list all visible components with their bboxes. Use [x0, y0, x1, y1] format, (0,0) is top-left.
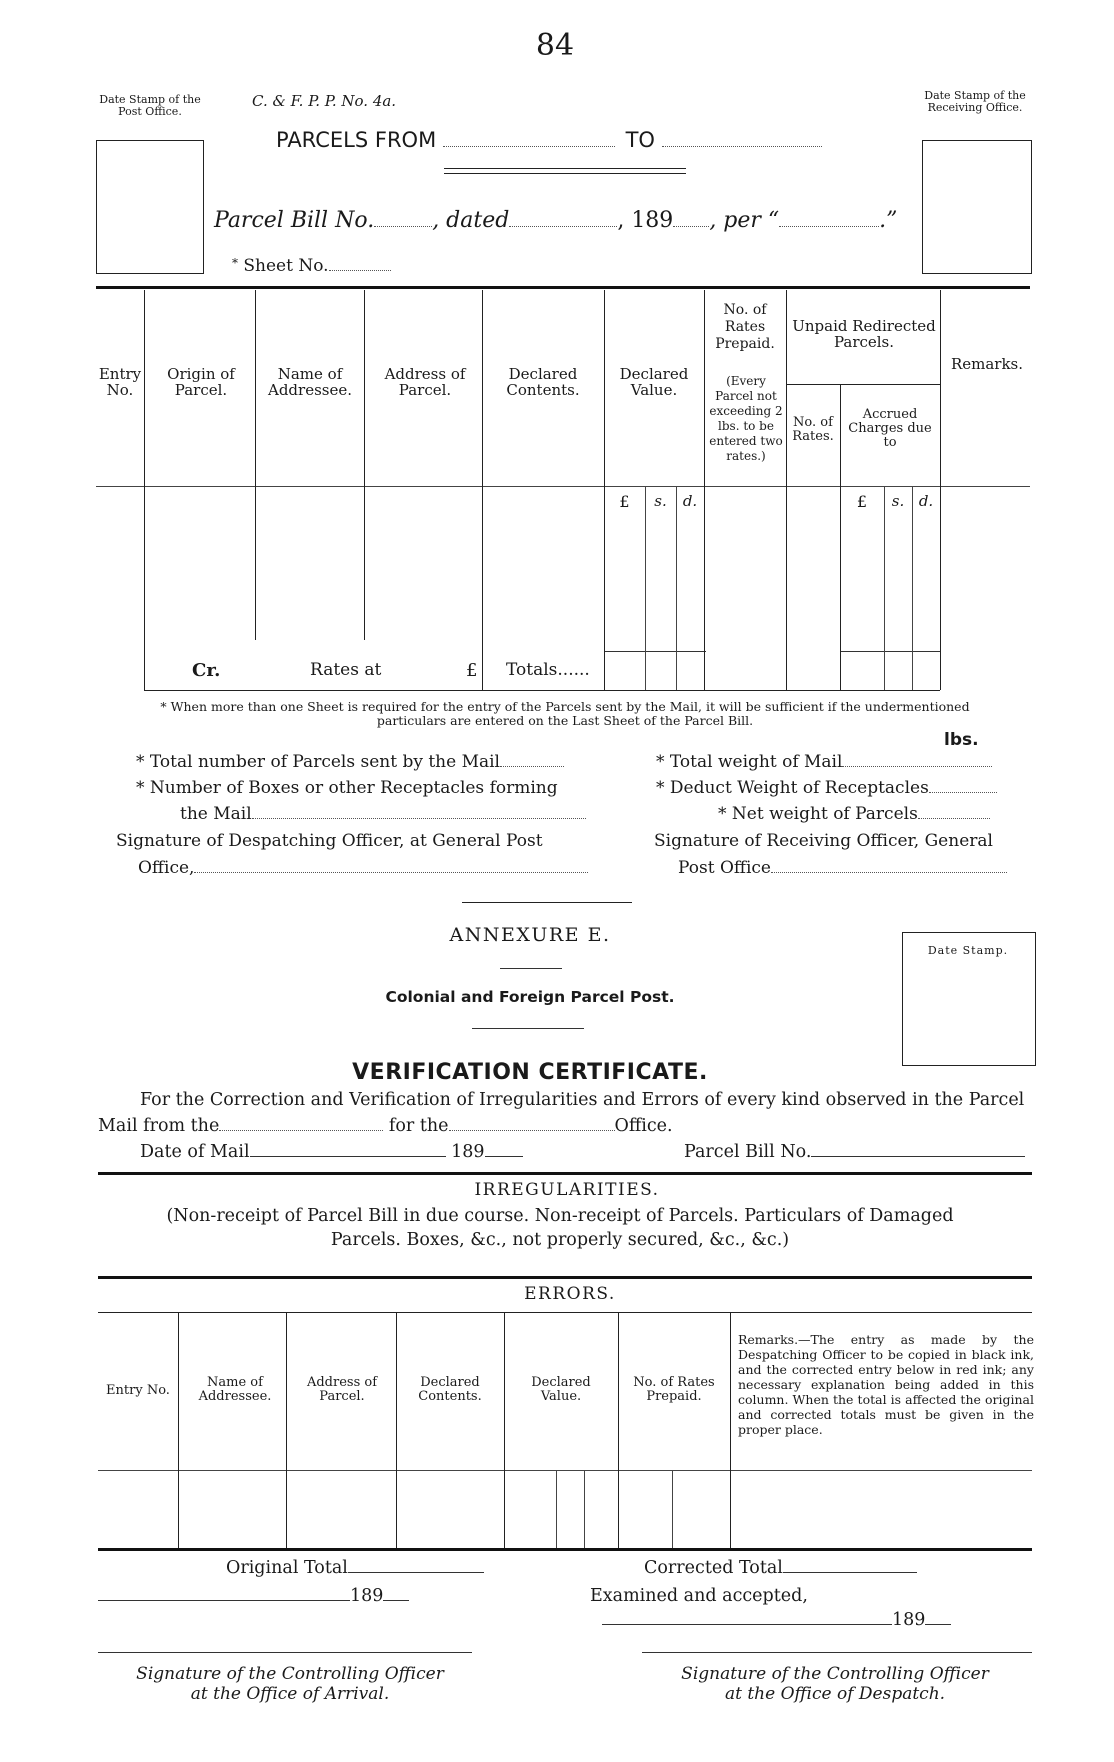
err-col-5	[618, 1312, 619, 1548]
th-rates-prepaid: No. of Rates Prepaid.	[715, 302, 775, 352]
dated-field[interactable]	[509, 226, 617, 227]
despatch-office-label: Office,	[138, 858, 195, 878]
parcels-from-field[interactable]	[443, 146, 615, 147]
unpaid-subdivider	[786, 384, 940, 385]
mail-from-field[interactable]	[219, 1130, 383, 1131]
col-line-2	[255, 290, 256, 640]
col-line-5a	[645, 486, 646, 690]
annexure-rule	[500, 968, 562, 969]
rates-at-label: Rates at	[310, 660, 382, 680]
currency-pence-2: d.	[918, 492, 934, 510]
table1-bottom	[144, 690, 940, 691]
table1-currency2-bottom	[840, 651, 940, 652]
col-line-8	[840, 384, 841, 690]
verification-line1: For the Correction and Verification of Irregularities and Errors of every kind observed in the Parcel	[140, 1090, 1025, 1110]
table1-top-border	[96, 286, 1030, 289]
total-parcels-label: * Total number of Parcels sent by the Mail	[136, 752, 500, 772]
col-line-5b	[676, 486, 677, 690]
date-year-field[interactable]	[485, 1156, 523, 1157]
err-col-3	[396, 1312, 397, 1548]
table1-header-bottom	[96, 486, 1030, 487]
despatch-signature-line	[642, 1652, 1032, 1653]
total-weight-row	[656, 750, 992, 774]
form-number: C. & F. P. P. No. 4a.	[252, 92, 397, 110]
office-label: Office.	[614, 1116, 673, 1136]
eth-remarks: Remarks.—The entry as made by the Despatching Officer to be copied in black ink, and the corrected entry below in red ink; any necessary explanation being added in this column. When the total is affected the original and corrected totals must be given in the proper place.	[738, 1332, 1034, 1437]
col-line-1	[144, 290, 145, 690]
verification-title: VERIFICATION CERTIFICATE.	[352, 1060, 708, 1085]
parcel-bill-no-label: Parcel Bill No.	[684, 1142, 812, 1162]
errors-bottom-rule	[98, 1548, 1032, 1551]
th-no-rates: No. of Rates.	[792, 415, 834, 444]
parcels-to-field[interactable]	[662, 146, 822, 147]
col-line-8b	[912, 486, 913, 690]
col-line-6	[704, 290, 705, 690]
col-line-7	[786, 290, 787, 690]
deduct-label: * Deduct Weight of Receptacles	[656, 778, 929, 798]
annexure-stamp-label: Date Stamp.	[927, 944, 1009, 957]
arrival-signature-line	[98, 1652, 472, 1653]
date-of-mail-field[interactable]	[250, 1156, 446, 1157]
th-value: Declared Value.	[619, 365, 689, 399]
th-entry-no: Entry No.	[98, 365, 142, 399]
table1-currency-bottom	[604, 651, 706, 652]
parcel-bill-number-field[interactable]	[374, 226, 432, 227]
sheet-number-field[interactable]	[329, 270, 391, 271]
receiving-signature-label: Signature of Receiving Officer, General	[654, 831, 993, 851]
title-double-rule	[444, 168, 686, 174]
eth-value: Declared Value.	[531, 1375, 591, 1404]
err-col-6	[730, 1312, 731, 1548]
boxes-label: * Number of Boxes or other Receptacles forming	[136, 778, 558, 798]
receiving-stamp-box	[922, 140, 1032, 274]
examined-label: Examined and accepted,	[590, 1586, 808, 1606]
receiving-office-row	[678, 856, 1007, 880]
despatch-signature-label: Signature of Despatching Officer, at General Post	[116, 831, 543, 851]
corrected-total-field[interactable]	[783, 1572, 917, 1573]
col-line-4	[482, 290, 483, 690]
examined-row	[590, 1584, 808, 1608]
per-field[interactable]	[779, 226, 879, 227]
year-field[interactable]	[673, 226, 709, 227]
receiving-signature-row	[654, 829, 993, 853]
err-col-4b	[584, 1470, 585, 1548]
boxes-row	[136, 776, 558, 800]
parcel-bill-label: Parcel Bill No.	[214, 208, 375, 233]
corrected-total-label: Corrected Total	[644, 1558, 783, 1578]
err-col-4	[504, 1312, 505, 1548]
th-rates-note: (Every Parcel not exceeding 2 lbs. to be entered two rates.)	[709, 374, 783, 463]
for-the-field[interactable]	[449, 1130, 615, 1131]
dated-label: , dated	[432, 208, 510, 233]
despatch-signature-row	[116, 829, 543, 853]
original-total-field[interactable]	[348, 1572, 484, 1573]
year-right-field[interactable]	[602, 1624, 892, 1625]
cr-label: Cr.	[192, 660, 221, 681]
year-right-row	[602, 1608, 951, 1632]
eth-entry-no: Entry No.	[106, 1383, 170, 1398]
th-origin: Origin of Parcel.	[167, 365, 235, 399]
year-left-field[interactable]	[98, 1600, 350, 1601]
close-quote: .”	[879, 208, 898, 233]
col-line-5	[604, 290, 605, 690]
irregularities-line2: Parcels. Boxes, &c., not properly secured, &c., &c.)	[330, 1230, 790, 1250]
year-left-label: 189	[350, 1586, 384, 1606]
deduct-field[interactable]	[929, 792, 997, 793]
rates-pound-label: £	[466, 660, 478, 681]
col-line-8a	[884, 486, 885, 690]
errors-header-top	[98, 1312, 1032, 1313]
currency-pound-2: £	[856, 492, 868, 511]
currency-pound-1: £	[619, 492, 630, 511]
parcel-bill-no-row	[684, 1140, 1025, 1164]
totals-label: Totals......	[506, 660, 590, 680]
errors-header-bottom	[98, 1470, 1032, 1471]
th-name: Name of Addressee.	[267, 365, 352, 399]
page-number: 84	[535, 28, 575, 63]
parcel-bill-no-field[interactable]	[811, 1156, 1025, 1157]
err-col-4a	[556, 1470, 557, 1548]
irregularities-line1: (Non-receipt of Parcel Bill in due course. Non-receipt of Parcels. Particulars of Damaged	[166, 1206, 954, 1226]
parcels-from-label: PARCELS FROM	[276, 128, 437, 152]
dispatch-stamp-box	[96, 140, 204, 274]
irregularities-top-rule	[98, 1172, 1032, 1175]
the-mail-row	[180, 802, 586, 826]
currency-shilling-1: s.	[654, 492, 667, 510]
total-weight-field[interactable]	[842, 766, 992, 767]
the-mail-label: the Mail	[180, 804, 252, 824]
parcel-bill-line	[214, 208, 897, 233]
errors-title: ERRORS.	[524, 1284, 616, 1304]
colonial-title: Colonial and Foreign Parcel Post.	[385, 988, 675, 1006]
currency-pence-1: d.	[682, 492, 698, 510]
year-label: , 189	[617, 208, 674, 233]
year-left-row	[98, 1584, 409, 1608]
total-parcels-row	[136, 750, 564, 774]
total-weight-label: * Total weight of Mail	[656, 752, 843, 772]
eth-name: Name of Addressee.	[198, 1375, 272, 1404]
original-total-label: Original Total	[226, 1558, 348, 1578]
year-right-label: 189	[892, 1610, 926, 1630]
th-unpaid: Unpaid Redirected Parcels.	[792, 317, 936, 351]
arrival-signature-caption: Signature of the Controlling Officer at the Office of Arrival.	[136, 1664, 444, 1704]
net-weight-label: * Net weight of Parcels	[718, 804, 918, 824]
mail-from-label: Mail from the	[98, 1116, 220, 1136]
col-line-9	[940, 290, 941, 690]
parcels-from-line	[276, 128, 822, 152]
err-col-5a	[672, 1470, 673, 1548]
eth-address: Address of Parcel.	[306, 1375, 378, 1404]
colonial-rule	[472, 1028, 584, 1029]
despatch-office-row	[138, 856, 588, 880]
irregularities-title: IRREGULARITIES.	[474, 1180, 660, 1200]
currency-shilling-2: s.	[891, 492, 905, 510]
lbs-label: lbs.	[944, 730, 979, 750]
for-the-label: for the	[388, 1116, 449, 1136]
th-accrued: Accrued Charges due to	[848, 407, 932, 450]
year-left-suffix-field[interactable]	[383, 1600, 409, 1601]
deduct-row	[656, 776, 997, 800]
err-col-2	[286, 1312, 287, 1548]
the-mail-field[interactable]	[252, 818, 586, 819]
annexure-title: ANNEXURE E.	[449, 924, 611, 946]
err-col-1	[178, 1312, 179, 1548]
errors-top-rule	[98, 1276, 1032, 1279]
despatch-signature-caption: Signature of the Controlling Officer at the Office of Despatch.	[681, 1664, 989, 1704]
th-remarks: Remarks.	[950, 355, 1024, 373]
date-year-label: 189	[451, 1142, 485, 1162]
th-contents: Declared Contents.	[506, 365, 580, 399]
th-address: Address of Parcel.	[384, 365, 466, 399]
mail-from-row	[98, 1114, 673, 1138]
despatch-office-field[interactable]	[194, 872, 588, 873]
col-line-3	[364, 290, 365, 640]
eth-rates: No. of Rates Prepaid.	[633, 1375, 715, 1404]
section-separator	[462, 902, 632, 903]
original-total-row	[226, 1556, 484, 1580]
total-parcels-field[interactable]	[500, 766, 564, 767]
receiving-office-label: Post Office	[678, 858, 771, 878]
corrected-total-row	[644, 1556, 917, 1580]
sheet-label: Sheet No.	[243, 256, 329, 276]
date-of-mail-label: Date of Mail	[140, 1142, 250, 1162]
receiving-stamp-label: Date Stamp of the Receiving Office.	[924, 89, 1026, 114]
footnote: * When more than one Sheet is required for the entry of the Parcels sent by the Mail, it will be sufficient if the undermentioned particulars are entered on the Last Sheet of the Parcel Bill.	[160, 699, 970, 728]
net-weight-row	[718, 802, 990, 826]
to-label: TO	[625, 128, 655, 152]
net-weight-field[interactable]	[918, 818, 990, 819]
receiving-office-field[interactable]	[771, 872, 1007, 873]
sheet-line: * Sheet No.	[232, 256, 391, 276]
year-right-suffix-field[interactable]	[925, 1624, 951, 1625]
dispatch-stamp-label: Date Stamp of the Post Office.	[99, 93, 201, 118]
eth-contents: Declared Contents.	[418, 1375, 482, 1404]
date-of-mail-row	[140, 1140, 523, 1164]
per-label: , per “	[709, 208, 780, 233]
